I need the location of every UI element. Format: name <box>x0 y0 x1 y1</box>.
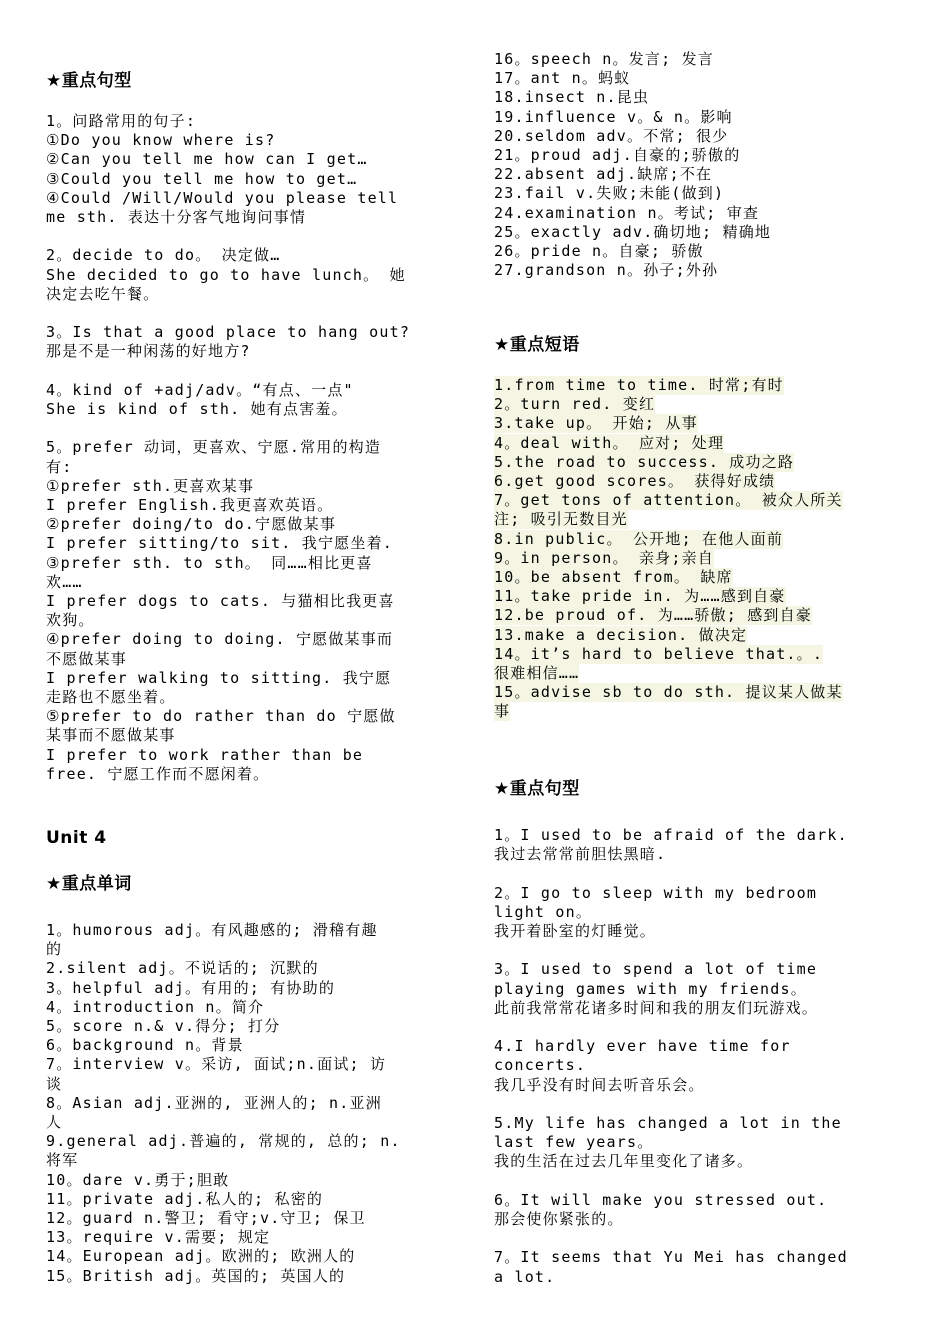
text-line: 那是不是一种闲荡的好地方? <box>46 342 251 361</box>
text-line: 我过去常常前胆怯黑暗. <box>494 845 667 864</box>
text-line: 14。European adj。欧洲的; 欧洲人的 <box>46 1247 356 1266</box>
text-line: 2。turn red. 变红 <box>494 395 656 414</box>
text-line: 26。pride n。自豪; 骄傲 <box>494 242 704 260</box>
text-line: 9.general adj.普遍的, 常规的, 总的; n. <box>46 1132 401 1151</box>
text-line: 9。in person。 亲身;亲自 <box>494 548 714 567</box>
text-line: 2。I go to sleep with my bedroom <box>494 883 818 902</box>
text-line: ③prefer sth. to sth。 同……相比更喜 <box>46 553 373 572</box>
text-line: 13.make a decision. 做决定 <box>494 625 748 644</box>
text-line: 我的生活在过去几年里变化了诸多。 <box>494 1152 754 1171</box>
unit-title: Unit 4 <box>46 828 107 848</box>
text-line: 7。It seems that Yu Mei has changed <box>494 1248 848 1267</box>
section-heading-key-phrases: ★重点短语 <box>494 335 580 355</box>
text-line: 3。Is that a good place to hang out? <box>46 323 411 342</box>
text-line: I prefer dogs to cats. 与猫相比我更喜 <box>46 592 395 610</box>
text-line: 8.in public。 公开地; 在他人面前 <box>494 529 784 548</box>
text-line: 5.My life has changed a lot in the <box>494 1114 842 1132</box>
text-line: ③Could you tell me how to get… <box>46 169 358 188</box>
text-line: 7。get tons of attention。 被众人所关 <box>494 491 843 510</box>
text-line: 25。exactly adv.确切地; 精确地 <box>494 222 772 241</box>
text-line: concerts. <box>494 1056 587 1075</box>
section-heading-key-sentences-2: ★重点句型 <box>494 779 580 799</box>
text-line: 10。dare v.勇于;胆敢 <box>46 1170 230 1189</box>
text-line: last few years。 <box>494 1133 654 1152</box>
text-line: She is kind of sth. 她有点害羞。 <box>46 400 348 418</box>
text-line: 12。guard n.警卫; 看守;v.守卫; 保卫 <box>46 1209 366 1227</box>
text-line: 的 <box>46 940 63 959</box>
text-line: I prefer English.我更喜欢英语。 <box>46 496 334 514</box>
text-line: 23.fail v.失败;未能(做到) <box>494 184 725 203</box>
text-line: She decided to go to have lunch。 她 <box>46 265 406 284</box>
text-line: 5.the road to success. 成功之路 <box>494 452 795 471</box>
text-line: ④prefer doing to doing. 宁愿做某事而 <box>46 630 394 649</box>
text-line: 很难相信…… <box>494 664 580 682</box>
text-line: 27.grandson n。孙子;外孙 <box>494 261 719 280</box>
text-line: 6。background n。背景 <box>46 1036 244 1055</box>
text-line: 3。I used to spend a lot of time <box>494 960 818 979</box>
text-line: 14。it’s hard to believe that.。. <box>494 644 824 663</box>
text-line: 16。speech n。发言; 发言 <box>494 50 714 68</box>
text-line: me sth. 表达十分客气地询问事情 <box>46 208 307 226</box>
text-line: ⑤prefer to do rather than do 宁愿做 <box>46 707 396 726</box>
text-line: 有: <box>46 457 73 476</box>
text-line: 那会使你紧张的。 <box>494 1210 624 1228</box>
text-line: 3.take up。 开始; 从事 <box>494 414 698 433</box>
text-line: 决定去吃午餐。 <box>46 284 160 303</box>
text-line: 某事而不愿做某事 <box>46 726 176 745</box>
text-line: 2.silent adj。不说话的; 沉默的 <box>46 959 319 978</box>
text-line: 24.examination n。考试; 审查 <box>494 203 760 222</box>
text-line: 5。score n.& v.得分; 打分 <box>46 1017 281 1035</box>
text-line: I prefer sitting/to sit. 我宁愿坐着. <box>46 534 394 553</box>
text-line: 7。interview v。采访, 面试;n.面试; 访 <box>46 1055 387 1074</box>
text-line: 10。be absent from。 缺席 <box>494 568 733 586</box>
text-line: 4.I hardly ever have time for <box>494 1037 791 1056</box>
text-line: free. 宁愿工作而不愿闲着。 <box>46 764 270 783</box>
text-line: 欢…… <box>46 572 83 591</box>
text-line: ②Can you tell me how can I get… <box>46 150 368 169</box>
text-line: light on。 <box>494 902 593 921</box>
text-line: ①prefer sth.更喜欢某事 <box>46 476 255 495</box>
text-line: 人 <box>46 1113 63 1131</box>
text-line: 13。require v.需要; 规定 <box>46 1228 271 1247</box>
text-line: 4。deal with。 应对; 处理 <box>494 433 725 452</box>
text-line: 8。Asian adj.亚洲的, 亚洲人的; n.亚洲 <box>46 1093 382 1112</box>
text-line: 我开着卧室的灯睡觉。 <box>494 922 657 940</box>
text-line: 注; 吸引无数目光 <box>494 510 628 529</box>
section-heading-key-sentences: ★重点句型 <box>46 71 132 91</box>
text-line: a lot. <box>494 1267 556 1286</box>
text-line: 谈 <box>46 1074 63 1093</box>
text-line: 22.absent adj.缺席;不在 <box>494 165 713 184</box>
text-line: I prefer to work rather than be <box>46 745 364 764</box>
text-line: 1。I used to be afraid of the dark. <box>494 826 848 844</box>
text-line: 我几乎没有时间去听音乐会。 <box>494 1075 705 1094</box>
text-line: 11。take pride in. 为……感到自豪 <box>494 587 786 606</box>
text-line: 4。kind of +adj/adv。“有点、一点" <box>46 380 354 399</box>
text-line: 5。prefer 动词，更喜欢、宁愿.常用的构造 <box>46 438 382 457</box>
text-line: 4。introduction n。简介 <box>46 997 265 1016</box>
text-line: ①Do you know where is? <box>46 131 276 150</box>
text-line: 20.seldom adv。不常; 很少 <box>494 126 729 145</box>
section-heading-key-words: ★重点单词 <box>46 874 132 894</box>
text-line: 21。proud adj.自豪的;骄傲的 <box>494 146 741 164</box>
text-line: 6。It will make you stressed out. <box>494 1190 828 1209</box>
text-line: 3。helpful adj。有用的; 有协助的 <box>46 978 336 997</box>
text-line: 1。humorous adj。有风趣感的; 滑稽有趣 <box>46 921 378 939</box>
text-line: I prefer walking to sitting. 我宁愿 <box>46 668 392 687</box>
text-line: 15。British adj。英国的; 英国人的 <box>46 1266 346 1285</box>
text-line: playing games with my friends。 <box>494 979 807 998</box>
text-line: 此前我常常花诸多时间和我的朋友们玩游戏。 <box>494 998 819 1017</box>
text-line: 19.influence v。& n。影响 <box>494 107 733 126</box>
text-line: 15。advise sb to do sth. 提议某人做某 <box>494 683 843 702</box>
text-line: 6.get good scores。 获得好成绩 <box>494 472 776 490</box>
text-line: 欢狗。 <box>46 611 95 630</box>
text-line: 1。问路常用的句子: <box>46 112 197 130</box>
text-line: 2。decide to do。 决定做… <box>46 246 281 265</box>
text-line: 18.insect n.昆虫 <box>494 88 650 107</box>
text-line: ④Could /Will/Would you please tell <box>46 188 399 207</box>
text-line: 11。private adj.私人的; 私密的 <box>46 1189 324 1208</box>
text-line: 12.be proud of. 为……骄傲; 感到自豪 <box>494 606 813 625</box>
text-line: ②prefer doing/to do.宁愿做某事 <box>46 515 337 534</box>
text-line: 走路也不愿坐着。 <box>46 688 176 706</box>
text-line: 1.from time to time. 时常;有时 <box>494 376 784 394</box>
text-line: 不愿做某事 <box>46 649 128 668</box>
text-line: 将军 <box>46 1151 79 1170</box>
text-line: 17。ant n。蚂蚁 <box>494 69 631 88</box>
text-line: 事 <box>494 702 511 721</box>
